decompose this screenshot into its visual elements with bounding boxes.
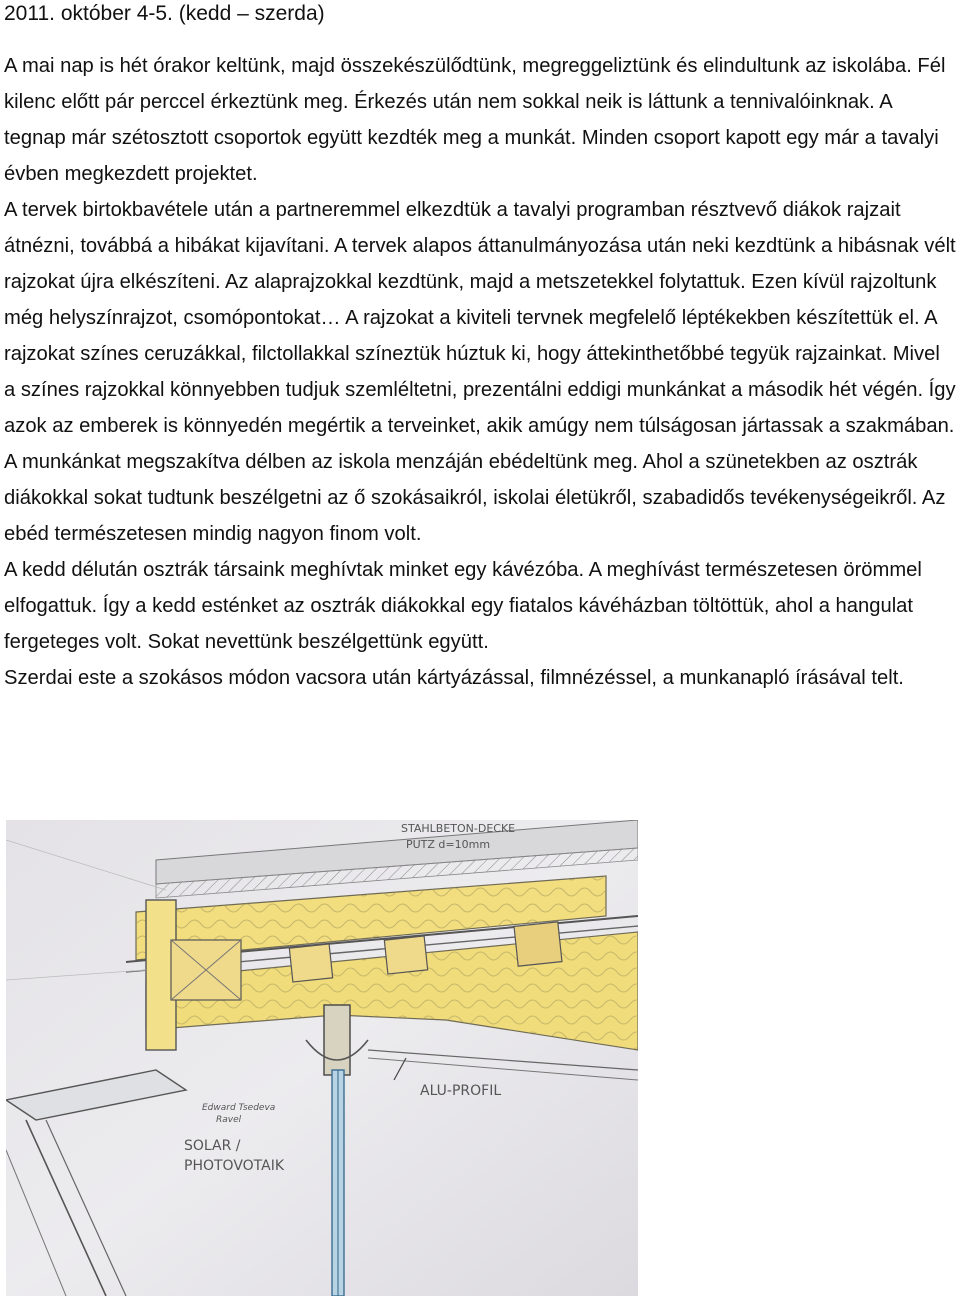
paragraph-5: Szerdai este a szokásos módon vacsora után kártyázással, filmnézéssel, a munkanapló írásával telt. [4,667,904,689]
paragraph-3: A munkánkat megszakítva délben az iskola menzáján ebédeltünk meg. Ahol a szünetekben az osztrák diákokkal sokat tudtunk beszélgetni az ő szokásaikról, iskolai életükről, szabadidős tevékenységeikről. Az ebéd természetesen mindig nagyon finom volt. [4,451,946,545]
paragraph-1: A mai nap is hét órakor keltünk, majd összekészülődtünk, megreggeliztünk és elindultunk az iskolába. Fél kilenc előtt pár perccel érkeztünk meg. Érkezés után nem sokkal neik is láttunk a tennivalóinknak. A tegnap már szétosztott csoportok együtt kezdték meg a munkát. Minden csoport kapott egy már a tavalyi évben megkezdett projektet. [4,55,946,185]
drawing-label-top-1: STAHLBETON-DECKE [401,822,516,835]
drawing-label-alu-profil: ALU-PROFIL [420,1083,502,1099]
drawing-label-photovotaik: PHOTOVOTAIK [184,1158,285,1174]
drawing-label-top-2: PUTZ d=10mm [406,838,491,851]
roof-detail-drawing-photo [6,820,638,1296]
paragraph-4: A kedd délután osztrák társaink meghívtak minket egy kávézóba. A meghívást természetesen örömmel elfogattuk. Így a kedd esténket az osztrák diákokkal egy fiatalos kávéházban töltöttük, ahol a hangulat fergeteges volt. Sokat nevettünk beszélgettünk együtt. [4,559,922,653]
roof-detail-sketch [6,820,638,1296]
paragraph-2: A tervek birtokbavétele után a partneremmel elkezdtük a tavalyi programban résztvevő diákok rajzait átnézni, továbbá a hibákat kijavítani. A tervek alapos áttanulmányozása után neki kezdtünk a hibásnak vélt rajzokat újra elkészíteni. Az alaprajzokkal kezdtünk, majd a metszetekkel folytattuk. Ezen kívül rajzoltunk még helyszínrajzot, csomópontokat… A rajzokat a kiviteli tervnek megfelelő léptékekben készítettük el. A rajzokat színes ceruzákkal, filctollakkal színeztük húztuk ki, hogy áttekinthetőbbé tegyük rajzainkat. Mivel a színes rajzokkal könnyebben tudjuk szemléltetni, prezentálni eddigi munkánkat a második hét végén. Így azok az emberek is könnyedén megértik a terveinket, akik amúgy nem túlságosan jártassak a szakmában. [4,199,956,437]
body-text [4,48,956,696]
drawing-signature-line-1: Edward Tsedeva [202,1103,276,1113]
page-heading-date: 2011. október 4-5. (kedd – szerda) [4,2,325,25]
drawing-label-solar: SOLAR / [184,1138,241,1154]
drawing-signature-line-2: Ravel [216,1115,242,1125]
